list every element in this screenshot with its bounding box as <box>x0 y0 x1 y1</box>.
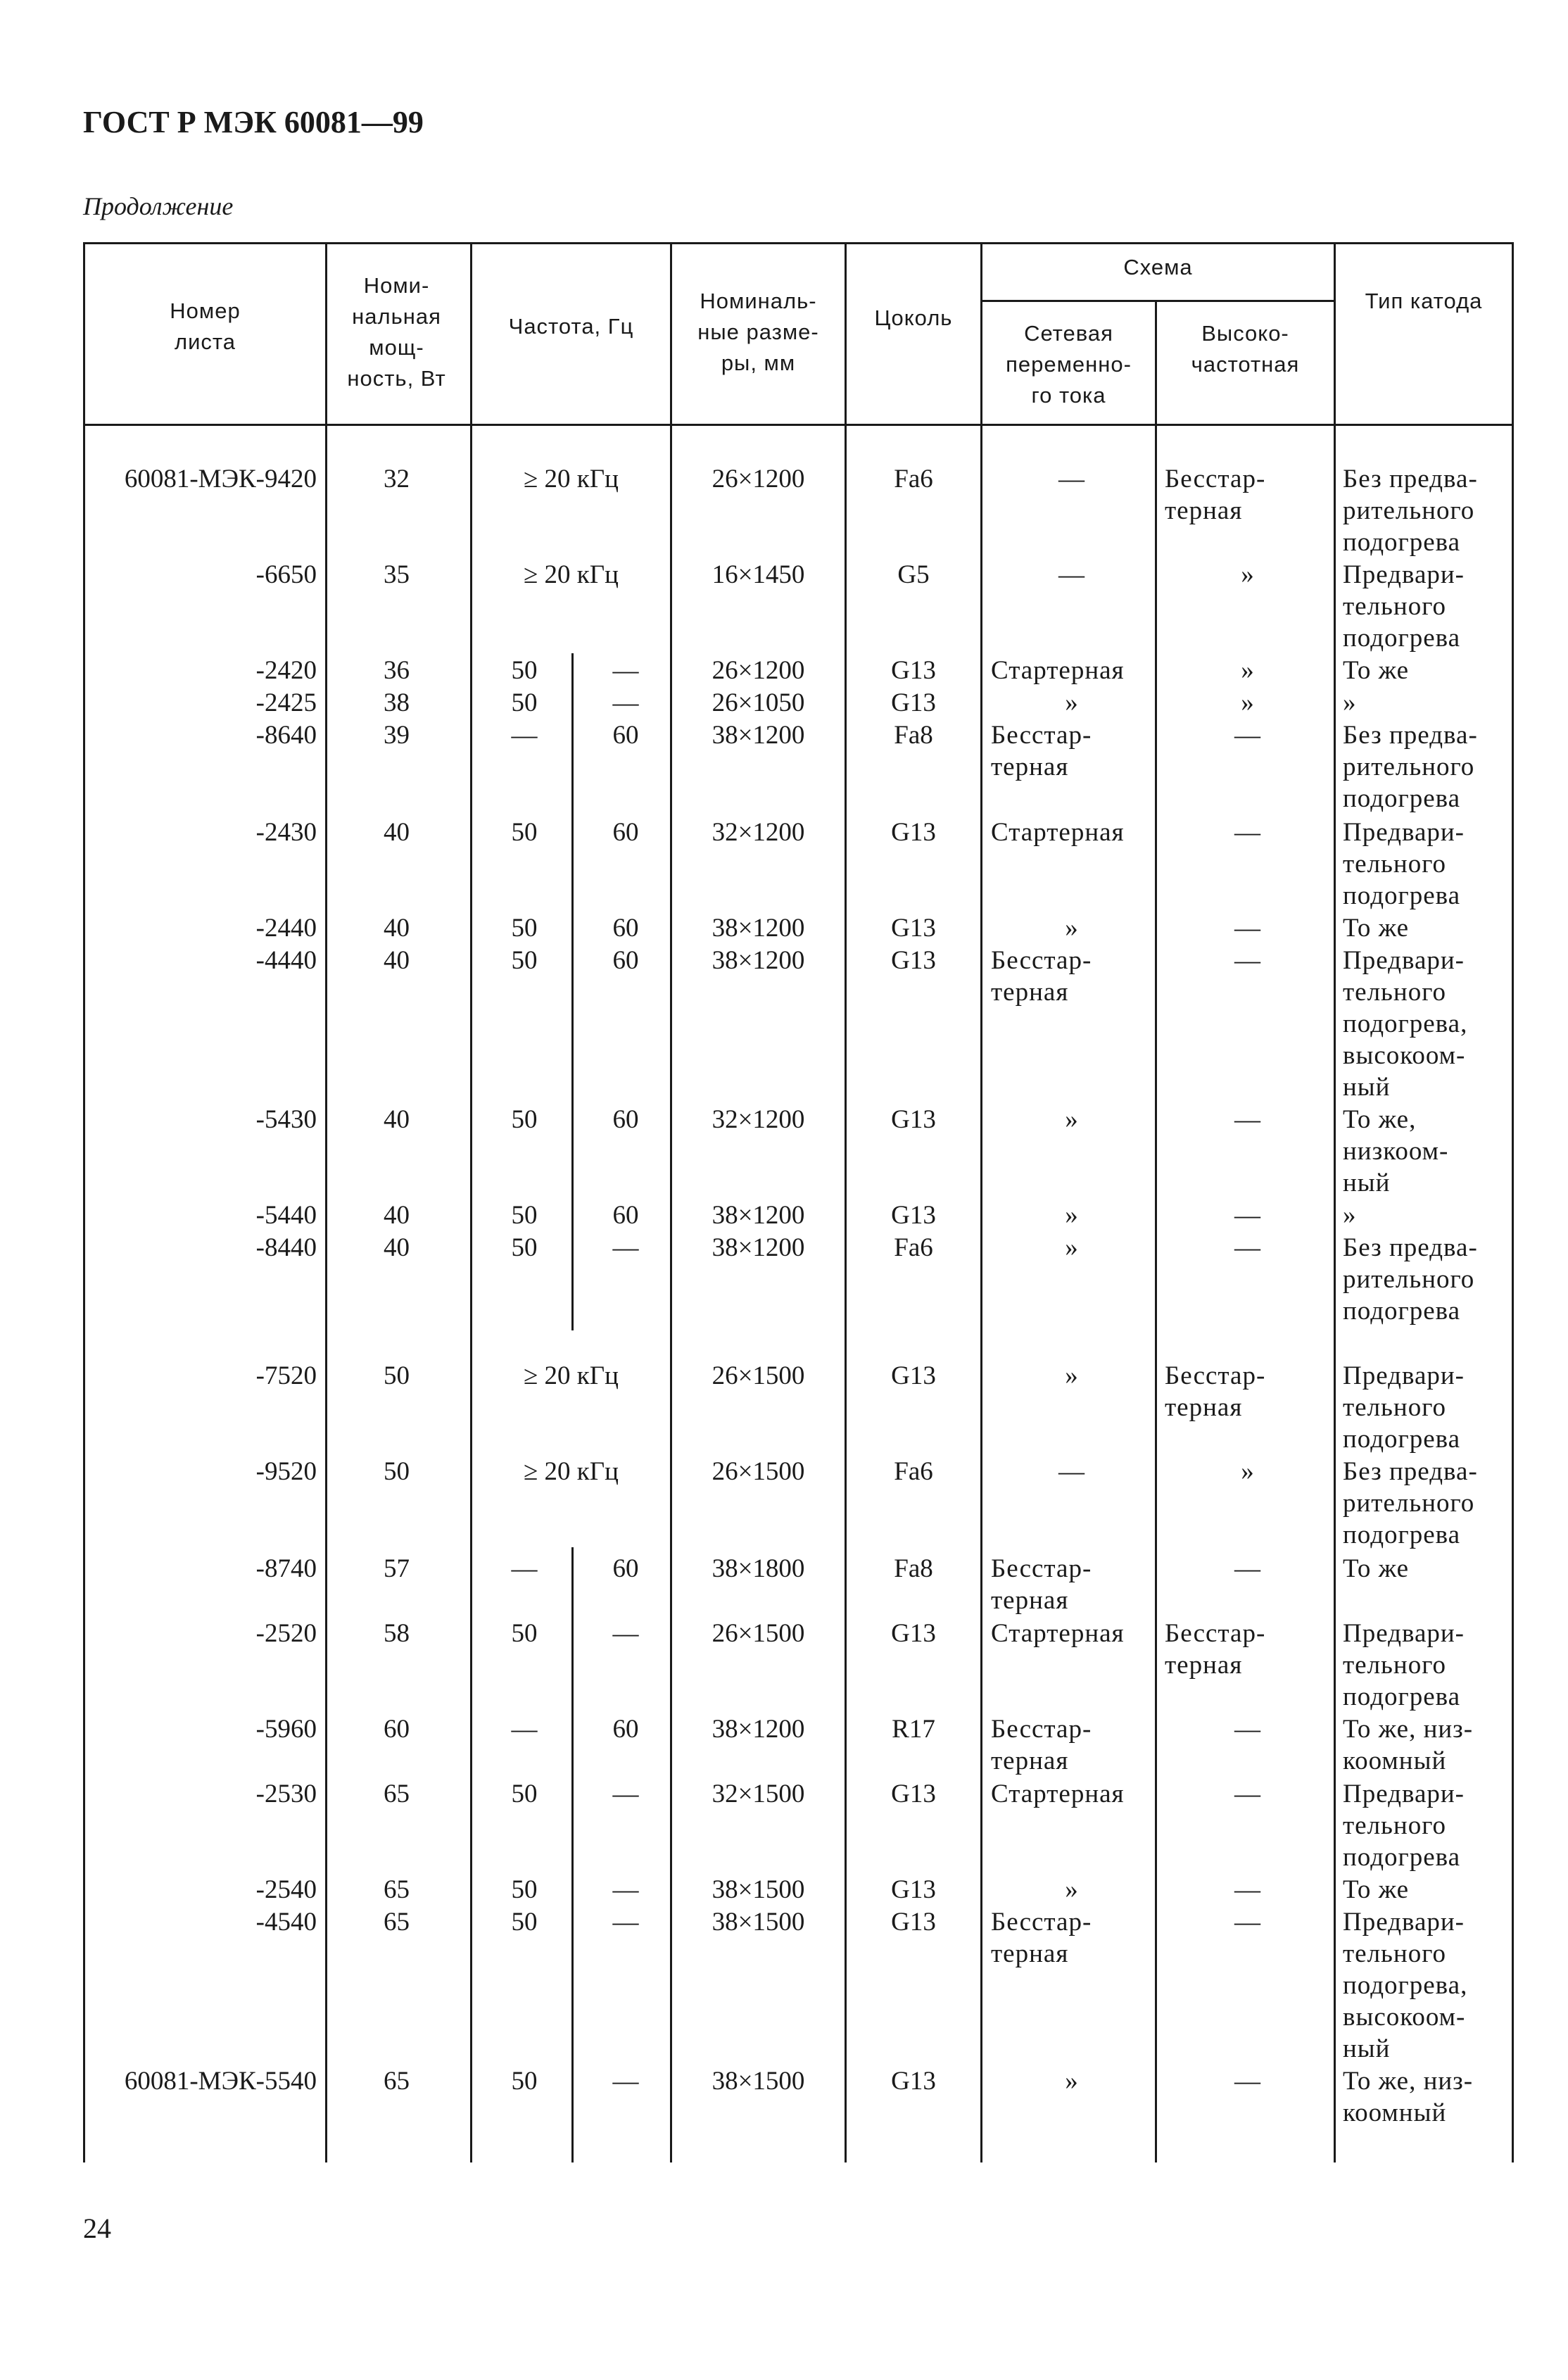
cell-schema-hf: — <box>1234 1233 1261 1262</box>
cell-frequency-60: 60 <box>612 1554 639 1583</box>
cell-cap: G5 <box>897 560 930 589</box>
frequency-subdivider <box>571 1547 574 2162</box>
cell-frequency-50: 50 <box>511 2067 538 2096</box>
cell-cap: Fa8 <box>894 1554 933 1583</box>
cell-cap: G13 <box>891 1105 936 1134</box>
cell-cap: G13 <box>891 946 936 975</box>
cell-power: 57 <box>384 1554 410 1583</box>
cell-cap: Fa6 <box>894 1233 933 1262</box>
cell-schema-hf: — <box>1234 721 1261 750</box>
cell-schema-hf: Бесстар- терная <box>1165 1619 1266 1680</box>
cell-schema-mains: — <box>1058 560 1085 589</box>
schema-subheader-border <box>980 300 1334 302</box>
cell-power: 32 <box>384 465 410 493</box>
cell-frequency-50: 50 <box>511 656 538 685</box>
cell-cap: Fa6 <box>894 465 933 493</box>
header-schema: Схема <box>1123 255 1193 279</box>
cell-frequency-60: — <box>612 1233 639 1262</box>
cell-frequency-50: 50 <box>511 1201 538 1230</box>
cell-sheet-number: -5440 <box>255 1201 317 1230</box>
cell-cap: G13 <box>891 2067 936 2096</box>
cell-power: 65 <box>384 2067 410 2096</box>
table-top-border <box>83 242 1512 244</box>
cell-schema-hf: — <box>1234 1780 1261 1808</box>
cell-cathode: То же <box>1343 1875 1410 1904</box>
document-title: ГОСТ Р МЭК 60081—99 <box>83 105 424 139</box>
cell-dimensions: 16×1450 <box>712 560 805 589</box>
cell-schema-hf: — <box>1234 1105 1261 1134</box>
cell-sheet-number: -8440 <box>255 1233 317 1262</box>
cell-schema-mains: » <box>1065 2067 1079 2096</box>
cell-schema-mains: Бесстар- терная <box>991 1715 1092 1775</box>
col-divider-schema <box>980 242 982 2162</box>
cell-power: 65 <box>384 1780 410 1808</box>
cell-cathode: Без предва- рительного подогрева <box>1343 721 1478 813</box>
cell-frequency: ≥ 20 кГц <box>524 1361 619 1390</box>
cell-frequency-50: — <box>511 721 538 750</box>
cell-schema-mains: » <box>1065 1105 1079 1134</box>
cell-schema-hf: — <box>1234 2067 1261 2096</box>
cell-sheet-number: -9520 <box>255 1457 317 1486</box>
cell-schema-mains: Стартерная <box>991 656 1125 685</box>
cell-schema-mains: » <box>1065 688 1079 717</box>
cell-cathode: То же <box>1343 656 1410 685</box>
cell-schema-mains: — <box>1058 1457 1085 1486</box>
cell-cathode: Без предва- рительного подогрева <box>1343 1233 1478 1326</box>
cell-frequency-60: 60 <box>612 1105 639 1134</box>
cell-frequency-60: 60 <box>612 946 639 975</box>
cell-dimensions: 32×1500 <box>712 1780 805 1808</box>
cell-power: 50 <box>384 1457 410 1486</box>
cell-sheet-number: -8740 <box>255 1554 317 1583</box>
cell-schema-mains: Стартерная <box>991 1619 1125 1648</box>
cell-frequency-60: 60 <box>612 1201 639 1230</box>
cell-schema-hf: — <box>1234 1875 1261 1904</box>
cell-frequency-60: — <box>612 1908 639 1937</box>
cell-dimensions: 26×1200 <box>712 465 805 493</box>
cell-frequency-50: 50 <box>511 914 538 943</box>
cell-dimensions: 32×1200 <box>712 1105 805 1134</box>
continuation-label: Продолжение <box>83 192 234 220</box>
cell-sheet-number: -2520 <box>255 1619 317 1648</box>
cell-sheet-number: -5430 <box>255 1105 317 1134</box>
cell-frequency-50: 50 <box>511 1875 538 1904</box>
cell-schema-hf: — <box>1234 818 1261 847</box>
cell-sheet-number: -2425 <box>255 688 317 717</box>
cell-power: 40 <box>384 818 410 847</box>
cell-sheet-number: 60081-МЭК-9420 <box>124 465 317 493</box>
cell-power: 40 <box>384 1201 410 1230</box>
cell-schema-hf: » <box>1241 1457 1255 1486</box>
cell-frequency-50: 50 <box>511 1908 538 1937</box>
cell-power: 60 <box>384 1715 410 1744</box>
cell-cathode: Без предва- рительного подогрева <box>1343 1457 1478 1549</box>
cell-cap: G13 <box>891 818 936 847</box>
cell-frequency-50: 50 <box>511 688 538 717</box>
cell-frequency-50: 50 <box>511 1105 538 1134</box>
cell-schema-hf: — <box>1234 1908 1261 1937</box>
cell-dimensions: 26×1050 <box>712 688 805 717</box>
cell-cathode: Без предва- рительного подогрева <box>1343 465 1478 557</box>
cell-cathode: Предвари- тельного подогрева <box>1343 560 1465 653</box>
header-dimensions: Номиналь- ные разме- ры, мм <box>697 289 819 375</box>
cell-power: 36 <box>384 656 410 685</box>
cell-frequency-50: 50 <box>511 1233 538 1262</box>
header-bottom-border <box>83 424 1512 426</box>
cell-schema-hf: — <box>1234 914 1261 943</box>
cell-sheet-number: -5960 <box>255 1715 317 1744</box>
cell-cathode: Предвари- тельного подогрева <box>1343 1361 1465 1454</box>
cell-sheet-number: -2420 <box>255 656 317 685</box>
cell-cap: G13 <box>891 914 936 943</box>
cell-frequency-50: — <box>511 1715 538 1744</box>
col-divider-frequency <box>470 242 472 2162</box>
header-cap: Цоколь <box>874 306 953 330</box>
cell-schema-mains: Бесстар- терная <box>991 1554 1092 1615</box>
cell-frequency-60: 60 <box>612 1715 639 1744</box>
cell-schema-hf: Бесстар- терная <box>1165 465 1266 525</box>
cell-dimensions: 38×1500 <box>712 1908 805 1937</box>
cell-schema-mains: Стартерная <box>991 818 1125 847</box>
cell-schema-mains: Бесстар- терная <box>991 1908 1092 1968</box>
cell-frequency-50: 50 <box>511 1780 538 1808</box>
header-frequency: Частота, Гц <box>508 314 634 339</box>
cell-frequency: ≥ 20 кГц <box>524 560 619 589</box>
cell-cathode: То же, низкоом- ный <box>1343 1105 1449 1197</box>
cell-schema-mains: Бесстар- терная <box>991 946 1092 1007</box>
cell-schema-hf: » <box>1241 688 1255 717</box>
cell-frequency-60: 60 <box>612 818 639 847</box>
cell-dimensions: 38×1800 <box>712 1554 805 1583</box>
cell-cap: G13 <box>891 1619 936 1648</box>
cell-cathode: То же <box>1343 1554 1410 1583</box>
cell-schema-mains: — <box>1058 465 1085 493</box>
cell-dimensions: 26×1500 <box>712 1457 805 1486</box>
cell-cathode: Предвари- тельного подогрева, высокоом- ный <box>1343 1908 1468 2063</box>
cell-cathode: Предвари- тельного подогрева <box>1343 818 1465 910</box>
cell-power: 50 <box>384 1361 410 1390</box>
cell-schema-hf: — <box>1234 1715 1261 1744</box>
cell-frequency: ≥ 20 кГц <box>524 465 619 493</box>
cell-schema-mains: Бесстар- терная <box>991 721 1092 781</box>
cell-frequency-50: — <box>511 1554 538 1583</box>
cell-power: 40 <box>384 1105 410 1134</box>
cell-dimensions: 38×1200 <box>712 946 805 975</box>
cell-dimensions: 38×1200 <box>712 1201 805 1230</box>
cell-sheet-number: -2530 <box>255 1780 317 1808</box>
cell-schema-mains: Стартерная <box>991 1780 1125 1808</box>
cell-dimensions: 26×1500 <box>712 1619 805 1648</box>
cell-frequency-50: 50 <box>511 1619 538 1648</box>
cell-schema-hf: — <box>1234 1201 1261 1230</box>
cell-power: 40 <box>384 946 410 975</box>
cell-sheet-number: -2440 <box>255 914 317 943</box>
cell-frequency-50: 50 <box>511 946 538 975</box>
cell-cathode: Предвари- тельного подогрева <box>1343 1780 1465 1872</box>
cell-dimensions: 32×1200 <box>712 818 805 847</box>
cell-dimensions: 38×1200 <box>712 914 805 943</box>
cell-power: 58 <box>384 1619 410 1648</box>
cell-frequency-60: 60 <box>612 721 639 750</box>
cell-cap: R17 <box>892 1715 935 1744</box>
cell-frequency-60: — <box>612 656 639 685</box>
cell-power: 39 <box>384 721 410 750</box>
cell-sheet-number: -7520 <box>255 1361 317 1390</box>
frequency-subdivider <box>571 653 574 1330</box>
cell-power: 35 <box>384 560 410 589</box>
header-sheet-number: Номер листа <box>170 298 241 354</box>
table-left-border <box>83 242 85 2162</box>
cell-sheet-number: -2540 <box>255 1875 317 1904</box>
col-divider-cathode <box>1334 242 1336 2162</box>
cell-frequency-50: 50 <box>511 818 538 847</box>
cell-schema-hf: Бесстар- терная <box>1165 1361 1266 1422</box>
cell-cathode: То же <box>1343 914 1410 943</box>
cell-sheet-number: -6650 <box>255 560 317 589</box>
cell-dimensions: 38×1200 <box>712 721 805 750</box>
cell-schema-mains: » <box>1065 914 1079 943</box>
cell-dimensions: 38×1500 <box>712 2067 805 2096</box>
cell-sheet-number: -8640 <box>255 721 317 750</box>
cell-frequency: ≥ 20 кГц <box>524 1457 619 1486</box>
cell-frequency-60: — <box>612 688 639 717</box>
cell-cap: Fa6 <box>894 1457 933 1486</box>
cell-dimensions: 38×1500 <box>712 1875 805 1904</box>
col-divider-hf <box>1155 300 1157 2162</box>
cell-cap: Fa8 <box>894 721 933 750</box>
cell-cap: G13 <box>891 1875 936 1904</box>
cell-cathode: Предвари- тельного подогрева <box>1343 1619 1465 1711</box>
header-schema-hf: Высоко- частотная <box>1191 321 1300 377</box>
cell-cathode: » <box>1343 688 1357 717</box>
cell-power: 40 <box>384 1233 410 1262</box>
cell-frequency-60: — <box>612 1875 639 1904</box>
cell-schema-hf: » <box>1241 560 1255 589</box>
cell-cap: G13 <box>891 1908 936 1937</box>
cell-power: 40 <box>384 914 410 943</box>
cell-schema-mains: » <box>1065 1361 1079 1390</box>
header-power: Номи- нальная мощ- ность, Вт <box>347 273 446 391</box>
cell-cap: G13 <box>891 1201 936 1230</box>
cell-schema-mains: » <box>1065 1233 1079 1262</box>
cell-sheet-number: -4440 <box>255 946 317 975</box>
cell-schema-mains: » <box>1065 1201 1079 1230</box>
cell-cathode: То же, низ- коомный <box>1343 1715 1474 1775</box>
table-right-border <box>1512 242 1514 2162</box>
cell-sheet-number: -4540 <box>255 1908 317 1937</box>
cell-frequency-60: — <box>612 1780 639 1808</box>
cell-schema-hf: — <box>1234 946 1261 975</box>
cell-power: 65 <box>384 1908 410 1937</box>
cell-sheet-number: 60081-МЭК-5540 <box>124 2067 317 2096</box>
page-number: 24 <box>83 2212 111 2244</box>
cell-cap: G13 <box>891 656 936 685</box>
cell-schema-hf: » <box>1241 656 1255 685</box>
cell-dimensions: 38×1200 <box>712 1715 805 1744</box>
cell-cap: G13 <box>891 688 936 717</box>
cell-sheet-number: -2430 <box>255 818 317 847</box>
cell-cathode: » <box>1343 1201 1357 1230</box>
cell-dimensions: 26×1500 <box>712 1361 805 1390</box>
cell-dimensions: 26×1200 <box>712 656 805 685</box>
cell-cathode: То же, низ- коомный <box>1343 2067 1474 2127</box>
cell-power: 65 <box>384 1875 410 1904</box>
cell-cathode: Предвари- тельного подогрева, высокоом- ный <box>1343 946 1468 1102</box>
cell-power: 38 <box>384 688 410 717</box>
cell-frequency-60: — <box>612 2067 639 2096</box>
cell-dimensions: 38×1200 <box>712 1233 805 1262</box>
cell-cap: G13 <box>891 1780 936 1808</box>
header-schema-mains: Сетевая переменно- го тока <box>1006 321 1132 408</box>
cell-schema-mains: » <box>1065 1875 1079 1904</box>
cell-frequency-60: — <box>612 1619 639 1648</box>
header-cathode: Тип катода <box>1365 289 1483 313</box>
cell-schema-hf: — <box>1234 1554 1261 1583</box>
cell-frequency-60: 60 <box>612 914 639 943</box>
cell-cap: G13 <box>891 1361 936 1390</box>
